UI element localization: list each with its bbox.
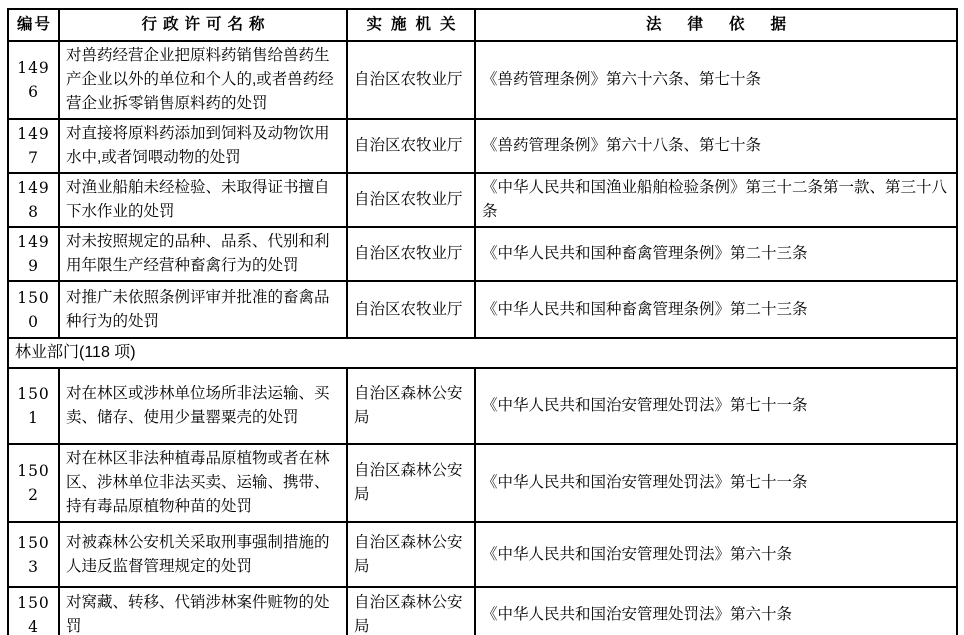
cell-id: 1502 (8, 444, 59, 522)
cell-legal-basis: 《兽药管理条例》第六十八条、第七十条 (475, 119, 957, 173)
cell-legal-basis: 《中华人民共和国治安管理处罚法》第七十一条 (475, 368, 957, 444)
table-row (8, 41, 957, 119)
cell-legal-basis: 《中华人民共和国治安管理处罚法》第六十条 (475, 587, 957, 635)
cell-license-name: 对兽药经营企业把原料药销售给兽药生产企业以外的单位和个人的,或者兽药经营企业拆零销售原料药的处罚 (59, 41, 347, 119)
cell-license-name: 对推广未依照条例评审并批准的畜禽品种行为的处罚 (59, 281, 347, 338)
cell-legal-basis: 《兽药管理条例》第六十六条、第七十条 (475, 41, 957, 119)
table-row (8, 227, 957, 281)
cell-legal-basis: 《中华人民共和国治安管理处罚法》第七十一条 (475, 444, 957, 522)
cell-id: 1498 (8, 173, 59, 227)
cell-id: 1500 (8, 281, 59, 338)
cell-license-name: 对在林区或涉林单位场所非法运输、买卖、储存、使用少量罂粟壳的处罚 (59, 368, 347, 444)
cell-license-name: 对在林区非法种植毒品原植物或者在林区、涉林单位非法买卖、运输、携带、持有毒品原植物种苗的处罚 (59, 444, 347, 522)
cell-id: 1499 (8, 227, 59, 281)
cell-id: 1503 (8, 522, 59, 587)
header-cell-license-name: 行政许可名称 (59, 9, 347, 41)
cell-id: 1501 (8, 368, 59, 444)
cell-license-name: 对未按照规定的品种、品系、代别和利用年限生产经营种畜禽行为的处罚 (59, 227, 347, 281)
cell-legal-basis: 《中华人民共和国种畜禽管理条例》第二十三条 (475, 227, 957, 281)
header-cell-agency: 实施机关 (347, 9, 475, 41)
cell-license-name: 对渔业船舶未经检验、未取得证书擅自下水作业的处罚 (59, 173, 347, 227)
cell-agency: 自治区农牧业厅 (347, 227, 475, 281)
cell-legal-basis: 《中华人民共和国种畜禽管理条例》第二十三条 (475, 281, 957, 338)
cell-agency: 自治区森林公安局 (347, 444, 475, 522)
cell-agency: 自治区农牧业厅 (347, 173, 475, 227)
table-row (8, 119, 957, 173)
cell-agency: 自治区森林公安局 (347, 522, 475, 587)
table-row (8, 522, 957, 587)
header-cell-id: 编号 (8, 9, 59, 41)
table-row (8, 281, 957, 338)
cell-agency: 自治区农牧业厅 (347, 41, 475, 119)
section-row (8, 338, 957, 368)
table-row (8, 587, 957, 635)
cell-license-name: 对窝藏、转移、代销涉林案件赃物的处罚 (59, 587, 347, 635)
cell-agency: 自治区森林公安局 (347, 368, 475, 444)
cell-agency: 自治区农牧业厅 (347, 119, 475, 173)
table-row (8, 173, 957, 227)
cell-id: 1496 (8, 41, 59, 119)
section-title: 林业部门(118 项) (8, 338, 957, 368)
table-row (8, 444, 957, 522)
cell-legal-basis: 《中华人民共和国治安管理处罚法》第六十条 (475, 522, 957, 587)
cell-id: 1497 (8, 119, 59, 173)
cell-agency: 自治区农牧业厅 (347, 281, 475, 338)
cell-license-name: 对直接将原料药添加到饲料及动物饮用水中,或者饲喂动物的处罚 (59, 119, 347, 173)
cell-id: 1504 (8, 587, 59, 635)
header-cell-legal-basis: 法律依据 (475, 9, 957, 41)
cell-agency: 自治区森林公安局 (347, 587, 475, 635)
cell-legal-basis: 《中华人民共和国渔业船舶检验条例》第三十二条第一款、第三十八条 (475, 173, 957, 227)
cell-license-name: 对被森林公安机关采取刑事强制措施的人违反监督管理规定的处罚 (59, 522, 347, 587)
permits-table (7, 8, 958, 635)
header-row (8, 9, 957, 41)
table-row (8, 368, 957, 444)
